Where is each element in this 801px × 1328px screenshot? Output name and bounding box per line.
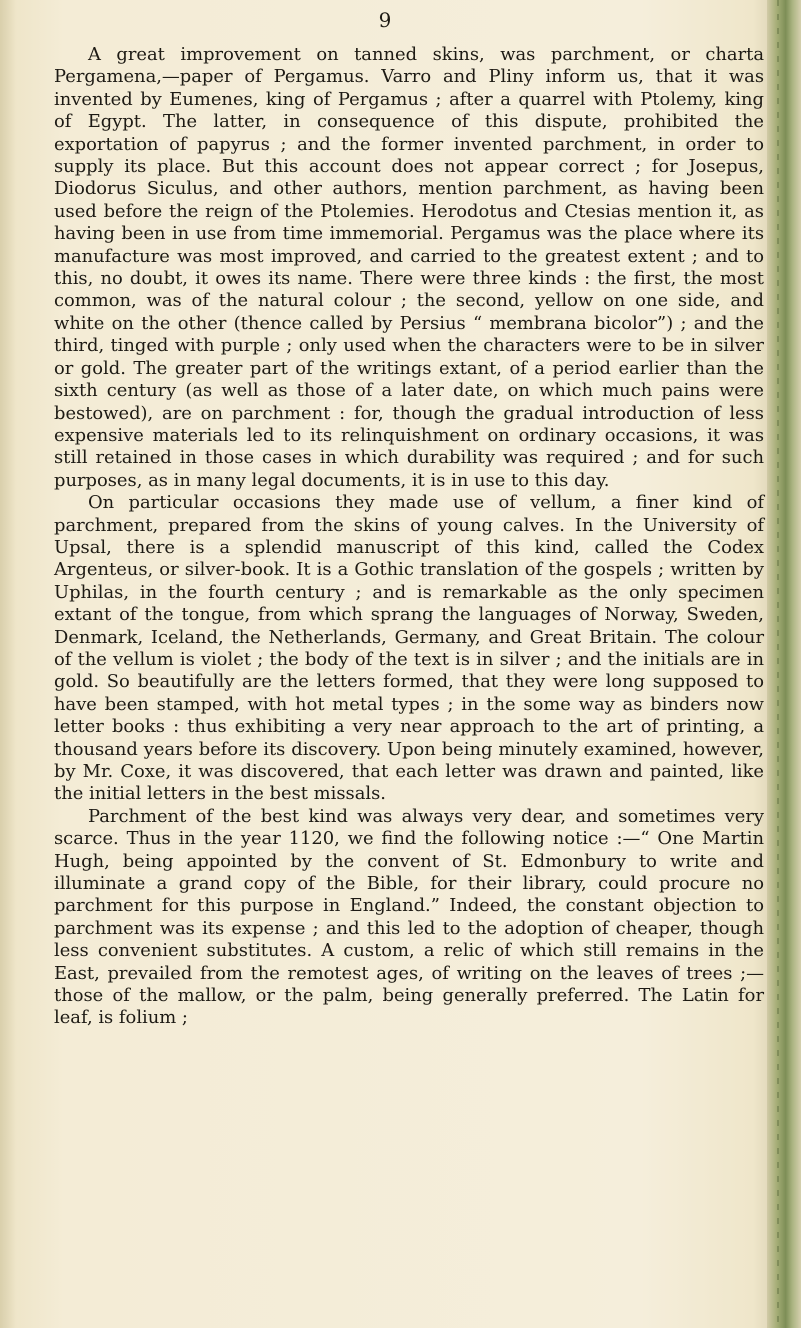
book-binding-edge [767,0,801,1328]
page-gutter-shadow [0,0,16,1328]
paragraph-3: Parchment of the best kind was always very dear, and sometimes very scarce. Thus in the year 1120, we find the following notice :—“ One Martin Hugh, being appointed by the convent of St. Edmonbury to write and illuminate a grand copy of the Bible, for their library, could procure no parchment for this purpose in England.” Indeed, the constant objection to parchment was its expense ; and this led to the adoption of cheaper, though less convenient substitutes. A custom, a relic of which still remains in the East, prevailed from the remotest ages, of writing on the leaves of trees ;—those of the mallow, or the palm, being generally preferred. The Latin for leaf, is folium ; [54,805,764,1029]
body-text [54,44,764,1030]
paragraph-1: A great improvement on tanned skins, was parchment, or charta Pergamena,—paper of Pergamus. Varro and Pliny inform us, that it was invented by Eumenes, king of Pergamus ; after a quarrel with Ptolemy, king of Egypt. The latter, in consequence of this dispute, prohibited the exportation of papyrus ; and the former invented parchment, in order to supply its place. But this account does not appear correct ; for Josepus, Diodorus Siculus, and other authors, mention parchment, as having been used before the reign of the Ptolemies. Herodotus and Ctesias mention it, as having been in use from time immemorial. Pergamus was the place where its manufacture was most improved, and carried to the greatest extent ; and to this, no doubt, it owes its name. There were three kinds : the first, the most common, was of the natural colour ; the second, yellow on one side, and white on the other (thence called by Persius “ membrana bicolor”) ; and the third, tinged with purple ; only used when the characters were to be in silver or gold. The greater part of the writings extant, of a period earlier than the sixth century (as well as those of a later date, on which much pains were bestowed), are on parchment : for, though the gradual introduction of less expensive materials led to its relinquishment on ordinary occasions, it was still retained in those cases in which durability was required ; and for such purposes, as in many legal documents, it is in use to this day. [54,44,764,491]
page-number: 9 [378,8,392,32]
paragraph-2: On particular occasions they made use of vellum, a finer kind of parchment, prepared from the skins of young calves. In the University of Upsal, there is a splendid manuscript of this kind, called the Codex Argenteus, or silver-book. It is a Gothic translation of the gospels ; written by Uphilas, in the fourth century ; and is remarkable as the only specimen extant of the tongue, from which sprang the languages of Norway, Sweden, Denmark, Iceland, the Netherlands, Germany, and Great Britain. The colour of the vellum is violet ; the body of the text is in silver ; and the initials are in gold. So beautifully are the letters formed, that they were long supposed to have been stamped, with hot metal types ; in the some way as binders now letter books : thus exhibiting a very near approach to the art of printing, a thousand years before its discovery. Upon being minutely examined, however, by Mr. Coxe, it was discovered, that each letter was drawn and painted, like the initial letters in the best missals. [54,492,764,805]
